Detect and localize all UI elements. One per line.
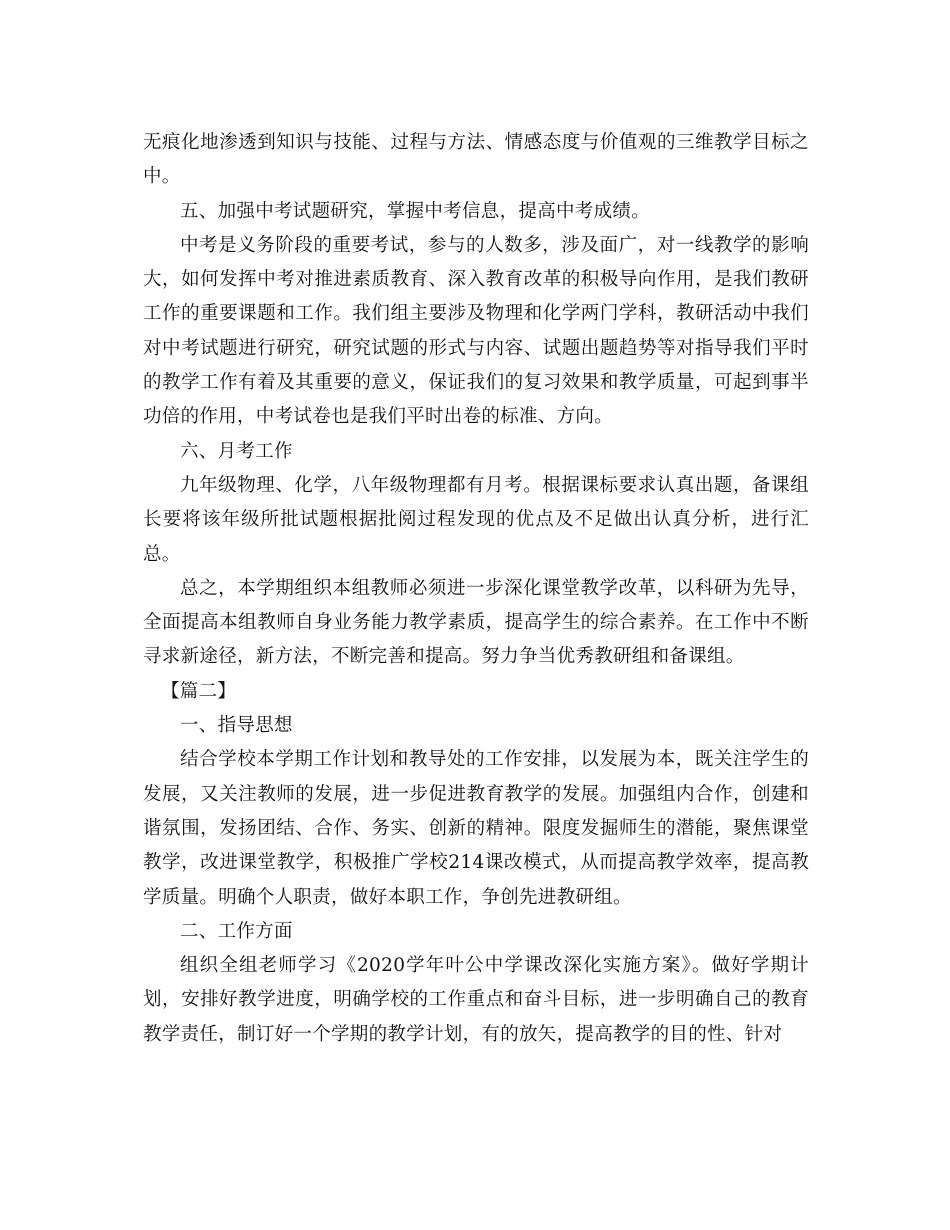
paragraph-work-aspects: 组织全组老师学习《2020学年叶公中学课改深化实施方案》。做好学期计划，安排好教学进度，明确学校的工作重点和奋斗目标，进一步明确自己的教育教学责任，制订好一个学期的教学计划，有的放矢，提高教学的目的性、针对 bbox=[143, 955, 809, 1045]
heading-five: 五、加强中考试题研究，掌握中考信息，提高中考成绩。 bbox=[180, 200, 651, 222]
paragraph-continuation: 无痕化地渗透到知识与技能、过程与方法、情感态度与价值观的三维教学目标之中。 bbox=[143, 132, 809, 188]
paragraph-guiding-thought: 结合学校本学期工作计划和教导处的工作安排，以发展为本，既关注学生的发展，又关注教师的发展，进一步促进教育教学的发展。加强组内合作，创建和谐氛围，发扬团结、合作、务实、创新的精神。限度发掘师生的潜能，聚焦课堂教学，改进课堂教学，积极推广学校214课改模式，从而提高教学效率，提高教学质量。明确个人职责，做好本职工作，争创先进教研组。 bbox=[143, 749, 809, 908]
paragraph-summary: 总之，本学期组织本组教师必须进一步深化课堂教学改革，以科研为先导，全面提高本组教师自身业务能力教学素质，提高学生的综合素养。在工作中不断寻求新途径，新方法，不断完善和提高。努力争当优秀教研组和备课组。 bbox=[143, 577, 809, 668]
section-title-part-two: 【篇二】 bbox=[161, 680, 237, 702]
heading-six: 六、月考工作 bbox=[180, 440, 293, 462]
paragraph-monthly-exam: 九年级物理、化学，八年级物理都有月考。根据课标要求认真出题，备课组长要将该年级所批试题根据批阅过程发现的优点及不足做出认真分析，进行汇总。 bbox=[143, 474, 809, 565]
heading-guiding-thought: 一、指导思想 bbox=[180, 715, 293, 737]
document-body bbox=[143, 126, 809, 1052]
heading-work-aspects: 二、工作方面 bbox=[180, 920, 293, 942]
paragraph-zhongkao: 中考是义务阶段的重要考试，参与的人数多，涉及面广，对一线教学的影响大，如何发挥中考对推进素质教育、深入教育改革的积极导向作用，是我们教研工作的重要课题和工作。我们组主要涉及物理和化学两门学科，教研活动中我们对中考试题进行研究，研究试题的形式与内容、试题出题趋势等对指导我们平时的教学工作有着及其重要的意义，保证我们的复习效果和教学质量，可起到事半功倍的作用，中考试卷也是我们平时出卷的标准、方向。 bbox=[143, 234, 809, 428]
